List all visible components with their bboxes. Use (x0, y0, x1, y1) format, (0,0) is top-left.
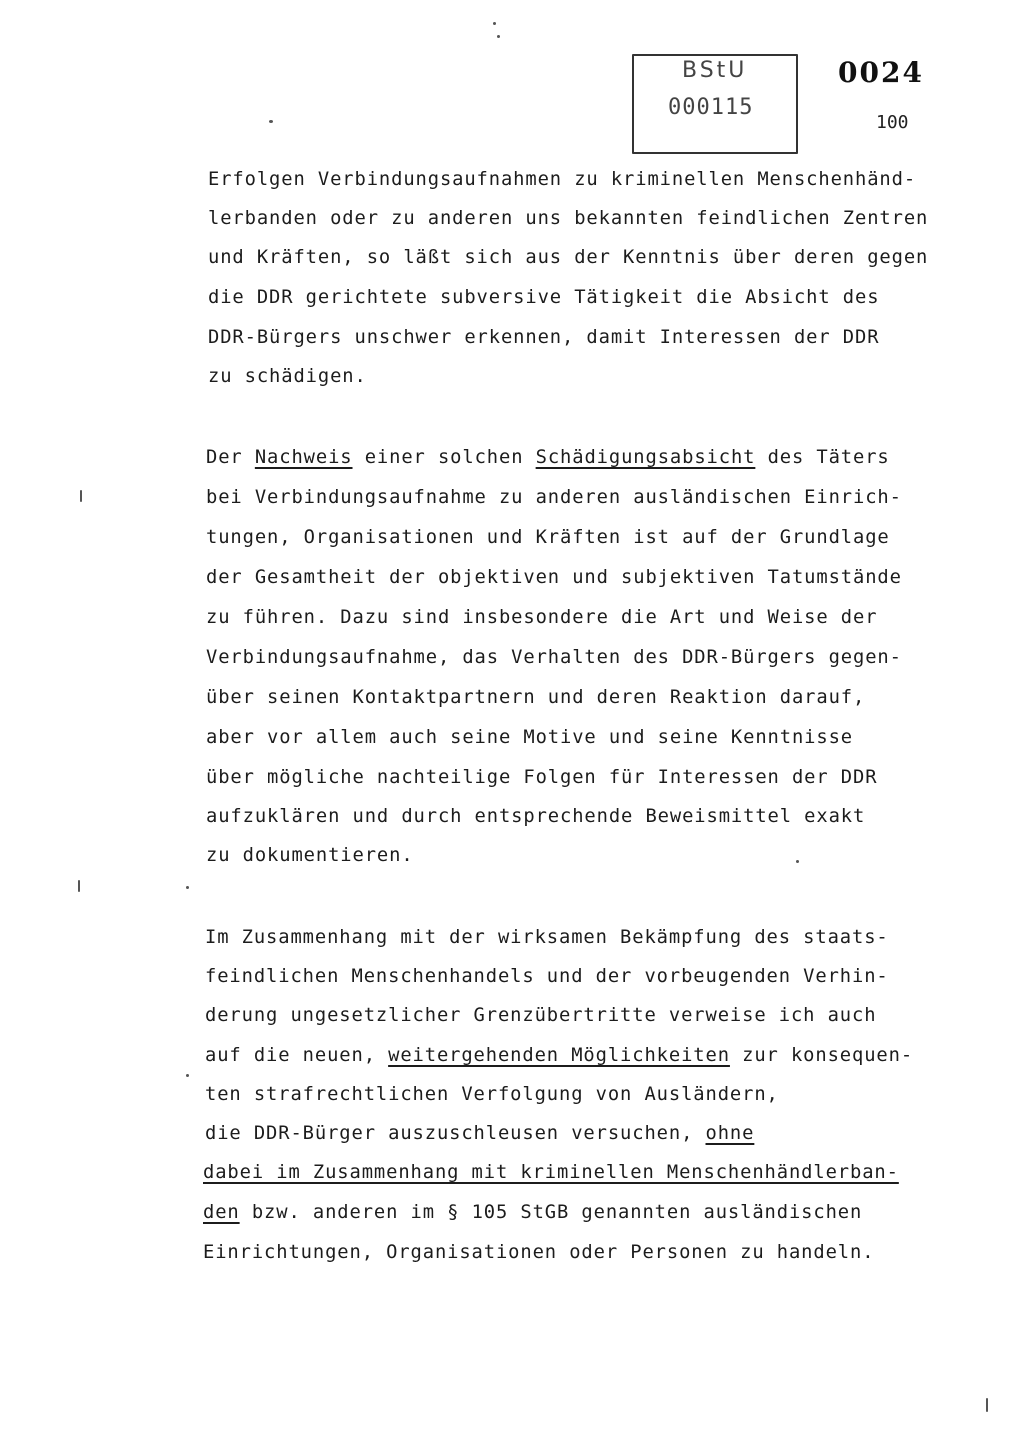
text-line (203, 1241, 874, 1265)
text-segment: zu schädigen. (208, 366, 367, 387)
text-line (206, 566, 902, 590)
underlined-text: dabei im Zusammenhang mit kriminellen Menschenhändlerban- (203, 1162, 899, 1183)
text-line (205, 1004, 876, 1028)
scan-speck (78, 880, 80, 892)
text-line (206, 526, 890, 550)
text-line (205, 1044, 913, 1068)
scan-speck (497, 35, 500, 38)
scan-speck (186, 886, 189, 889)
text-segment: der Gesamtheit der objektiven und subjektiven Tatumstände (206, 567, 902, 588)
text-line (208, 326, 879, 350)
text-segment: zu dokumentieren. (206, 845, 414, 866)
text-line (206, 766, 877, 790)
text-segment: des Täters (755, 447, 890, 468)
stamp-number: 000115 (668, 95, 754, 120)
text-segment: einer solchen (352, 447, 536, 468)
scan-speck (796, 860, 799, 863)
text-segment: auf die neuen, (205, 1045, 389, 1066)
text-segment: DDR-Bürgers unschwer erkennen, damit Interessen der DDR (208, 327, 880, 348)
text-segment: Einrichtungen, Organisationen oder Personen zu handeln. (203, 1242, 875, 1263)
text-line (208, 246, 928, 270)
text-segment: lerbanden oder zu anderen uns bekannten feindlichen Zentren (208, 208, 929, 229)
text-segment: Verbindungsaufnahme, das Verhalten des DDR-Bürgers gegen- (206, 647, 902, 668)
text-line (203, 1161, 899, 1185)
text-line (208, 286, 879, 310)
text-segment: bzw. anderen im § 105 StGB genannten ausländischen (239, 1202, 863, 1223)
text-segment: aber vor allem auch seine Motive und seine Kenntnisse (206, 727, 853, 748)
text-line (208, 207, 928, 231)
text-line (205, 926, 889, 950)
text-segment: bei Verbindungsaufnahme zu anderen ausländischen Einrich- (206, 487, 902, 508)
stamp-label: BStU (682, 58, 748, 83)
text-line (208, 365, 367, 389)
scan-speck (186, 1074, 189, 1077)
text-segment: derung ungesetzlicher Grenzübertritte verweise ich auch (205, 1005, 877, 1026)
text-segment: über seinen Kontaktpartnern und deren Reaktion darauf, (206, 687, 866, 708)
scan-speck (986, 1398, 988, 1412)
underlined-text: Nachweis (254, 447, 353, 468)
text-segment: zur konsequen- (729, 1045, 914, 1066)
text-line (203, 1201, 862, 1225)
text-segment: feindlichen Menschenhandels und der vorbeugenden Verhin- (205, 966, 889, 987)
text-line (205, 1083, 779, 1107)
text-segment: Der (206, 447, 255, 468)
text-line (206, 486, 902, 510)
text-line (205, 1122, 754, 1146)
text-line (208, 168, 916, 192)
text-line (206, 646, 902, 670)
text-segment: Im Zusammenhang mit der wirksamen Bekämpfung des staats- (205, 927, 889, 948)
underlined-text: den (203, 1202, 240, 1223)
text-line (206, 606, 877, 630)
scan-speck (80, 490, 82, 502)
underlined-text: ohne (705, 1123, 755, 1144)
folio-number: 0024 (838, 56, 924, 89)
text-line (206, 844, 414, 868)
text-segment: tungen, Organisationen und Kräften ist auf der Grundlage (206, 527, 890, 548)
underlined-text: Schädigungsabsicht (535, 447, 756, 468)
text-segment: die DDR gerichtete subversive Tätigkeit die Absicht des (208, 287, 880, 308)
text-segment: ten strafrechtlichen Verfolgung von Ausländern, (205, 1084, 779, 1105)
text-segment: die DDR-Bürger auszuschleusen versuchen, (205, 1123, 706, 1144)
underlined-text: weitergehenden Möglichkeiten (388, 1045, 730, 1066)
scan-speck (493, 22, 496, 25)
text-line (206, 686, 865, 710)
text-segment: und Kräften, so läßt sich aus der Kenntnis über deren gegen (208, 247, 929, 268)
text-segment: aufzuklären und durch entsprechende Beweismittel exakt (206, 806, 866, 827)
text-line (206, 446, 890, 470)
text-segment: zu führen. Dazu sind insbesondere die Art und Weise der (206, 607, 878, 628)
text-segment: Erfolgen Verbindungsaufnahmen zu kriminellen Menschenhänd- (208, 169, 917, 190)
scan-speck (269, 120, 273, 123)
text-line (206, 726, 853, 750)
page-number: 100 (876, 112, 909, 133)
text-line (206, 805, 865, 829)
text-line (205, 965, 889, 989)
text-segment: über mögliche nachteilige Folgen für Interessen der DDR (206, 767, 878, 788)
